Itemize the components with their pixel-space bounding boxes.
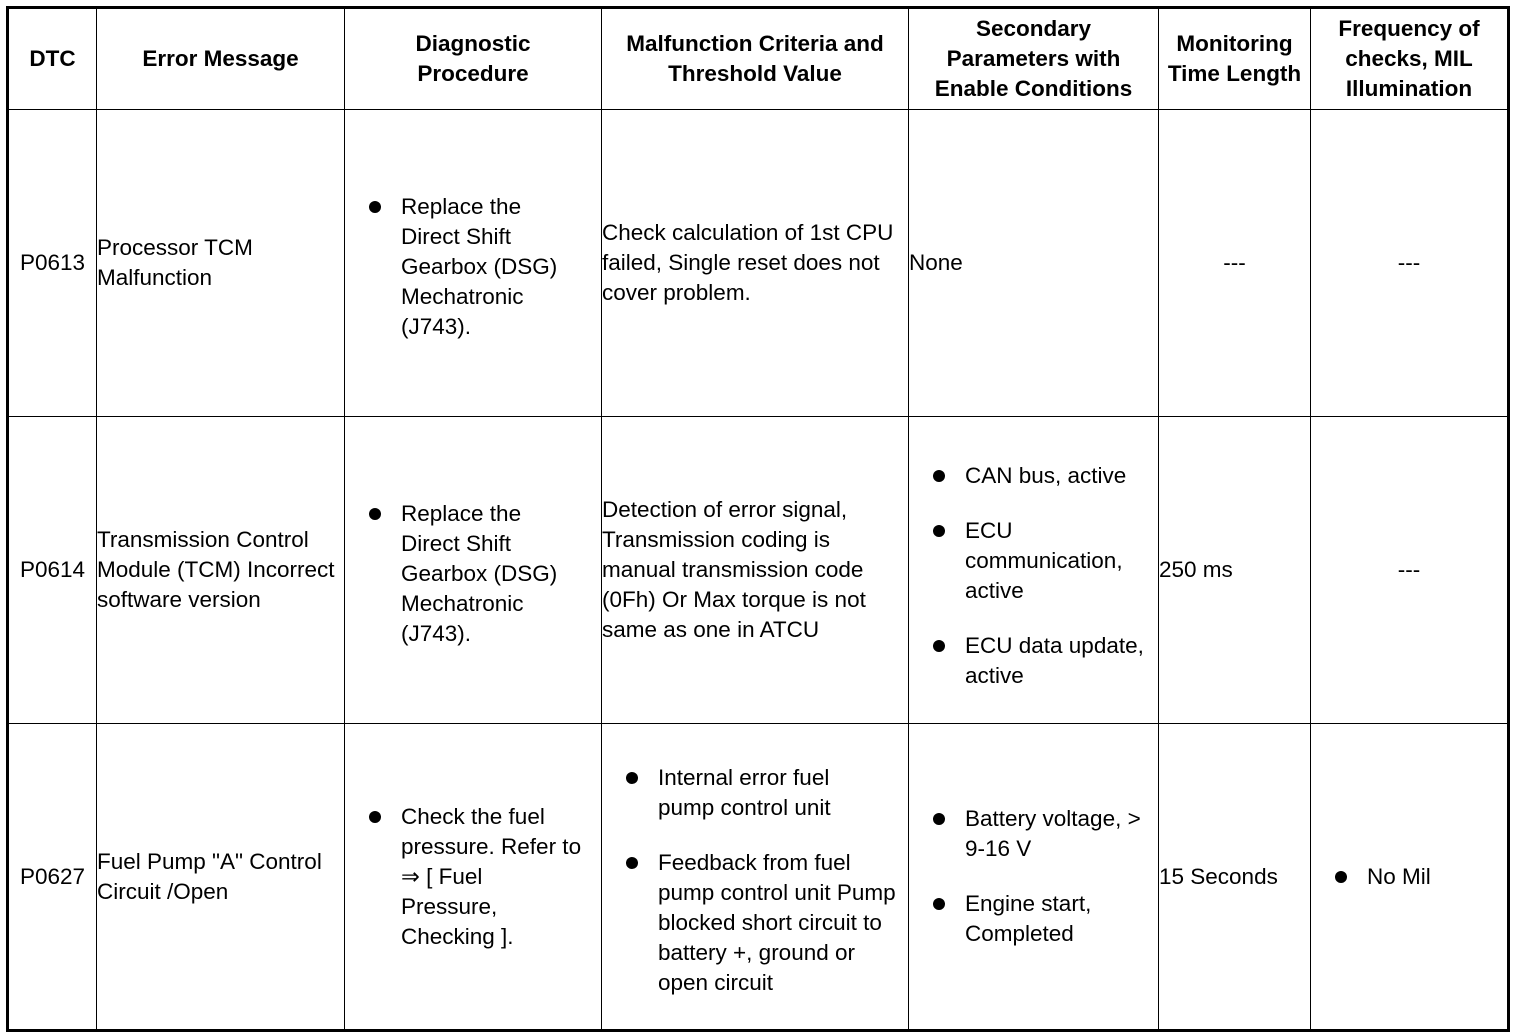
parameter-bullet: ECU communication, active <box>909 516 1158 606</box>
header-dtc: DTC <box>8 8 97 110</box>
secondary-parameters <box>909 417 1159 724</box>
header-frequency: Frequency of checks, MIL Illumination <box>1311 8 1509 110</box>
parameter-bullet: ECU data update, active <box>909 631 1158 691</box>
malfunction-criteria <box>602 724 909 1031</box>
monitoring-time: 15 Seconds <box>1159 724 1311 1031</box>
frequency <box>1311 724 1509 1031</box>
dtc-code: P0627 <box>8 724 97 1031</box>
parameter-bullet: CAN bus, active <box>909 461 1158 491</box>
diagnostic-procedure <box>345 110 602 417</box>
malfunction-criteria: Detection of error signal, Transmission coding is manual transmission code (0Fh) Or Max torque is not same as one in ATCU <box>602 417 909 724</box>
frequency: --- <box>1311 417 1509 724</box>
dtc-code: P0614 <box>8 417 97 724</box>
monitoring-time: --- <box>1159 110 1311 417</box>
monitoring-time: 250 ms <box>1159 417 1311 724</box>
error-message: Processor TCM Malfunction <box>97 110 345 417</box>
parameter-bullet: Engine start, Completed <box>909 889 1158 949</box>
criteria-bullet: Feedback from fuel pump control unit Pump blocked short circuit to battery +, ground or open circuit <box>602 848 908 998</box>
procedure-bullet: Replace the Direct Shift Gearbox (DSG) Mechatronic (J743). <box>345 192 601 342</box>
dtc-code: P0613 <box>8 110 97 417</box>
header-secondary-parameters: Secondary Parameters with Enable Conditions <box>909 8 1159 110</box>
header-error-message: Error Message <box>97 8 345 110</box>
header-monitoring-time: Monitoring Time Length <box>1159 8 1311 110</box>
secondary-parameters: None <box>909 110 1159 417</box>
error-message: Fuel Pump "A" Control Circuit /Open <box>97 724 345 1031</box>
frequency: --- <box>1311 110 1509 417</box>
diagnostic-procedure <box>345 724 602 1031</box>
table-row <box>8 110 1509 417</box>
header-malfunction-criteria: Malfunction Criteria and Threshold Value <box>602 8 909 110</box>
frequency-bullet: No Mil <box>1311 862 1507 892</box>
criteria-bullet: Internal error fuel pump control unit <box>602 763 908 823</box>
malfunction-criteria: Check calculation of 1st CPU failed, Single reset does not cover problem. <box>602 110 909 417</box>
dtc-table <box>6 6 1510 1032</box>
header-diagnostic-procedure: Diagnostic Procedure <box>345 8 602 110</box>
diagnostic-procedure <box>345 417 602 724</box>
table-row <box>8 724 1509 1031</box>
table-row <box>8 417 1509 724</box>
error-message: Transmission Control Module (TCM) Incorrect software version <box>97 417 345 724</box>
secondary-parameters <box>909 724 1159 1031</box>
procedure-bullet: Replace the Direct Shift Gearbox (DSG) Mechatronic (J743). <box>345 499 601 649</box>
header-row <box>8 8 1509 110</box>
parameter-bullet: Battery voltage, > 9-16 V <box>909 804 1158 864</box>
procedure-bullet: Check the fuel pressure. Refer to ⇒ [ Fuel Pressure, Checking ]. <box>345 802 601 952</box>
